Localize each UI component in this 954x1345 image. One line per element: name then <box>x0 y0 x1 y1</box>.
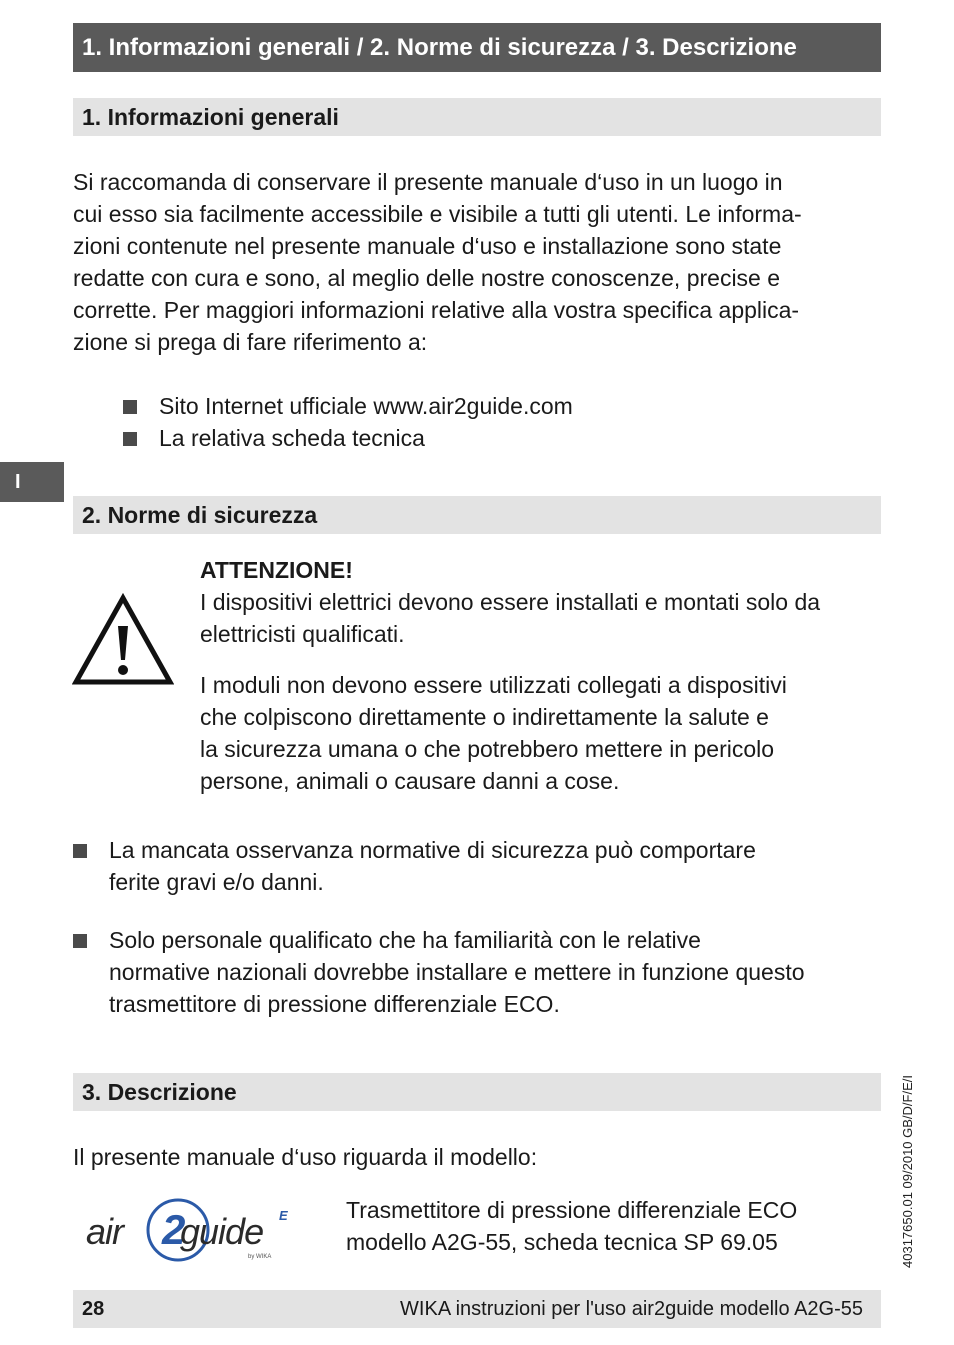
reference-list <box>123 390 823 454</box>
logo-text-2: 2 <box>162 1206 186 1253</box>
warning-title: ATTENZIONE! <box>200 557 353 583</box>
text-line: zione si prega di fare riferimento a: <box>73 329 428 355</box>
text-line: elettricisti qualificati. <box>200 621 405 647</box>
bullet-square-icon <box>123 432 137 446</box>
list-item <box>123 422 823 454</box>
text-line: Si raccomanda di conservare il presente manuale d‘uso in un luogo in <box>73 169 783 195</box>
text-line: Solo personale qualificato che ha familiarità con le relative <box>109 927 701 953</box>
safety-bullet <box>73 924 888 1020</box>
language-tab: I <box>0 462 64 502</box>
text-line: La mancata osservanza normative di sicurezza può comportare <box>109 837 756 863</box>
document-code <box>896 1052 918 1290</box>
text-line: ferite gravi e/o danni. <box>109 869 324 895</box>
warning-block <box>200 554 890 650</box>
general-info-paragraph <box>73 166 883 358</box>
text-line: persone, animali o causare danni a cose. <box>200 768 620 794</box>
list-item-text: La relativa scheda tecnica <box>159 425 425 451</box>
text-line: trasmettitore di pressione differenziale ECO. <box>109 991 560 1017</box>
warning-paragraph-2 <box>200 669 890 797</box>
text-line: zioni contenute nel presente manuale d‘uso e installazione sono state <box>73 233 782 259</box>
logo-byline: by WIKA <box>248 1254 272 1260</box>
bullet-square-icon <box>123 400 137 414</box>
document-code-text: 40317650.01 09/2010 GB/D/F/E/I <box>899 1074 915 1268</box>
list-item <box>123 390 823 422</box>
text-line: modello A2G-55, scheda tecnica SP 69.05 <box>346 1229 778 1255</box>
description-intro <box>73 1141 873 1173</box>
logo-text-guide: guide <box>180 1211 264 1252</box>
logo-text-air: air <box>86 1211 124 1252</box>
page-title: 1. Informazioni generali / 2. Norme di sicurezza / 3. Descrizione <box>73 23 881 72</box>
text-line: I dispositivi elettrici devono essere installati e montati solo da <box>200 589 821 615</box>
bullet-square-icon <box>73 934 87 948</box>
page-footer <box>73 1290 881 1328</box>
text-line: Il presente manuale d‘uso riguarda il modello: <box>73 1144 538 1170</box>
model-description <box>346 1194 886 1258</box>
section-heading-norme-di-sicurezza: 2. Norme di sicurezza <box>73 496 881 534</box>
text-line: I moduli non devono essere utilizzati collegati a dispositivi <box>200 672 787 698</box>
list-item <box>73 834 888 898</box>
text-line: normative nazionali dovrebbe installare e mettere in funzione questo <box>109 959 805 985</box>
warning-triangle-icon <box>72 593 174 687</box>
section-heading-informazioni-generali: 1. Informazioni generali <box>73 98 881 136</box>
text-line: cui esso sia facilmente accessibile e visibile a tutti gli utenti. Le informa- <box>73 201 802 227</box>
safety-bullet <box>73 834 888 898</box>
page-number: 28 <box>82 1298 105 1320</box>
logo-superscript: E <box>279 1208 288 1223</box>
text-line: la sicurezza umana o che potrebbero mettere in pericolo <box>200 736 775 762</box>
footer-text: WIKA instruzioni per l'uso air2guide modello A2G-55 <box>400 1298 863 1320</box>
text-line: che colpiscono direttamente o indirettamente la salute e <box>200 704 769 730</box>
bullet-square-icon <box>73 844 87 858</box>
text-line: Trasmettitore di pressione differenziale ECO <box>346 1197 798 1223</box>
list-item <box>73 924 888 1020</box>
list-item-text: Sito Internet ufficiale www.air2guide.com <box>159 393 573 419</box>
text-line: redatte con cura e sono, al meglio delle nostre conoscenze, precise e <box>73 265 781 291</box>
text-line: corrette. Per maggiori informazioni relative alla vostra specifica applica- <box>73 297 800 323</box>
section-heading-descrizione: 3. Descrizione <box>73 1073 881 1111</box>
air2guide-logo <box>82 1196 302 1270</box>
